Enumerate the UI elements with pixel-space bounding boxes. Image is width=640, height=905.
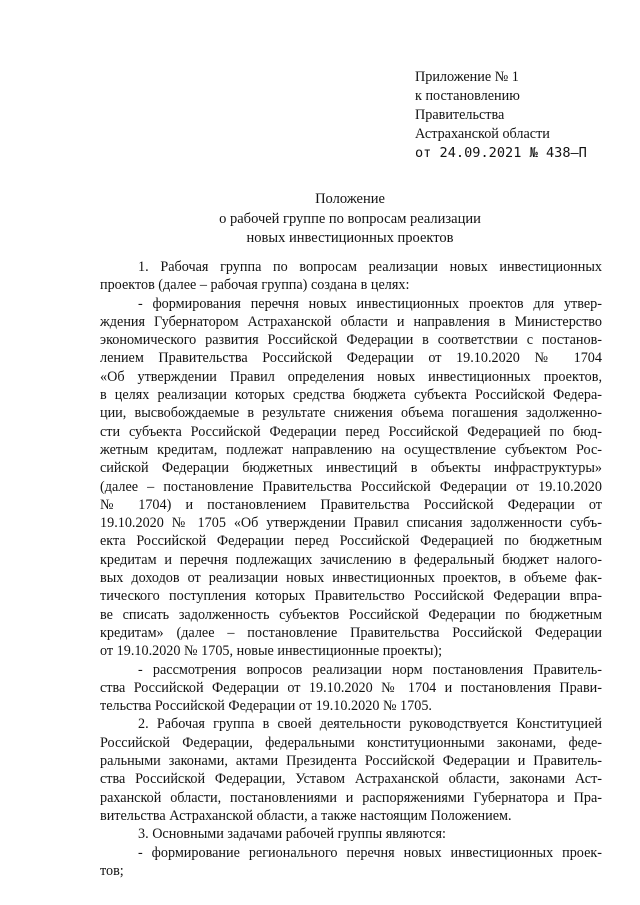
body-line: 19.10.2020 № 1705 «Об утверждении Правил списания задолженности субъ- — [100, 515, 602, 532]
body-line: ве списать задолженность субъектов Российской Федерации по бюджетным — [100, 606, 602, 623]
body-line: Российской Федерации, федеральными конституционными законами, феде- — [100, 734, 602, 751]
document-body — [100, 258, 602, 880]
title-line: новых инвестиционных проектов — [246, 230, 454, 246]
body-line: 2. Рабочая группа в своей деятельности руководствуется Конституцией — [138, 716, 602, 733]
body-line: тического поступления которых Правительство Российской Федерации впра- — [100, 588, 602, 605]
appendix-date-line: от 24.09.2021 № 438–П — [415, 145, 587, 161]
body-line: вительства Астраханской области, а также настоящим Положением. — [100, 807, 512, 824]
body-line: вых доходов от реализации новых инвестиционных проектов, в объеме фак- — [100, 570, 602, 587]
appendix-line: Правительства — [415, 107, 505, 123]
body-line: 3. Основными задачами рабочей группы являются: — [138, 826, 446, 843]
body-line: жетным кредитам, подлежат направлению на осуществление субъектом Рос- — [100, 441, 602, 458]
appendix-block — [415, 68, 587, 163]
body-line: - формирования перечня новых инвестиционных проектов для утвер- — [138, 295, 602, 312]
body-line: проектов (далее – рабочая группа) создана в целях: — [100, 277, 410, 294]
title-line: Положение — [315, 191, 385, 207]
body-line: ции, высвобождаемые в результате снижения объема погашения задолженно- — [100, 405, 602, 422]
body-line: № 1704) и постановлением Правительства Российской Федерации от — [100, 496, 602, 513]
body-line: ждения Губернатором Астраханской области и направления в Министерство — [100, 313, 602, 330]
body-line: от 19.10.2020 № 1705, новые инвестиционные проекты); — [100, 643, 443, 660]
body-line: сийской Федерации бюджетных инвестиций в объекты инфраструктуры» — [100, 460, 602, 477]
appendix-line: Приложение № 1 — [415, 69, 519, 85]
body-line: екта Российской Федерации перед Российской Федерацией по бюджетным — [100, 533, 602, 550]
body-line: 1. Рабочая группа по вопросам реализации новых инвестиционных — [138, 259, 602, 275]
body-line: экономического развития Российской Федерации в соответствии с постанов- — [100, 332, 602, 349]
body-line: тов; — [100, 862, 124, 879]
body-line: - формирование регионального перечня новых инвестиционных проек- — [138, 844, 602, 861]
body-line: тельства Российской Федерации от 19.10.2020 № 1705. — [100, 698, 432, 715]
title-line: о рабочей группе по вопросам реализации — [219, 210, 481, 227]
body-line: кредитам и перечня подлежащих зачислению в федеральный бюджет налого- — [100, 551, 602, 568]
body-line: (далее – постановление Правительства Российской Федерации от 19.10.2020 — [100, 478, 602, 495]
body-line: раханской области, постановлениями и распоряжениями Губернатора и Пра- — [100, 789, 602, 806]
body-line: «Об утверждении Правил определения новых инвестиционных проектов, — [100, 368, 602, 385]
appendix-line: к постановлению — [415, 88, 520, 104]
body-line: ства Российской Федерации от 19.10.2020 № 1704 и постановления Прави- — [100, 679, 602, 696]
body-line: - рассмотрения вопросов реализации норм постановления Правитель- — [138, 661, 602, 678]
body-line: сти субъекта Российской Федерации перед Российской Федерацией по бюд- — [100, 423, 602, 440]
appendix-line: Астраханской области — [415, 126, 550, 142]
document-title — [0, 190, 640, 249]
body-line: ральными законами, актами Президента Российской Федерации и Правитель- — [100, 753, 602, 770]
body-line: ства Российской Федерации, Уставом Астраханской области, законами Аст- — [100, 771, 602, 788]
body-line: кредитам» (далее – постановление Правительства Российской Федерации — [100, 624, 602, 641]
body-line: лением Правительства Российской Федерации от 19.10.2020 № 1704 — [100, 350, 602, 367]
body-line: в целях реализации которых средства бюджета субъекта Российской Федера- — [100, 387, 602, 404]
